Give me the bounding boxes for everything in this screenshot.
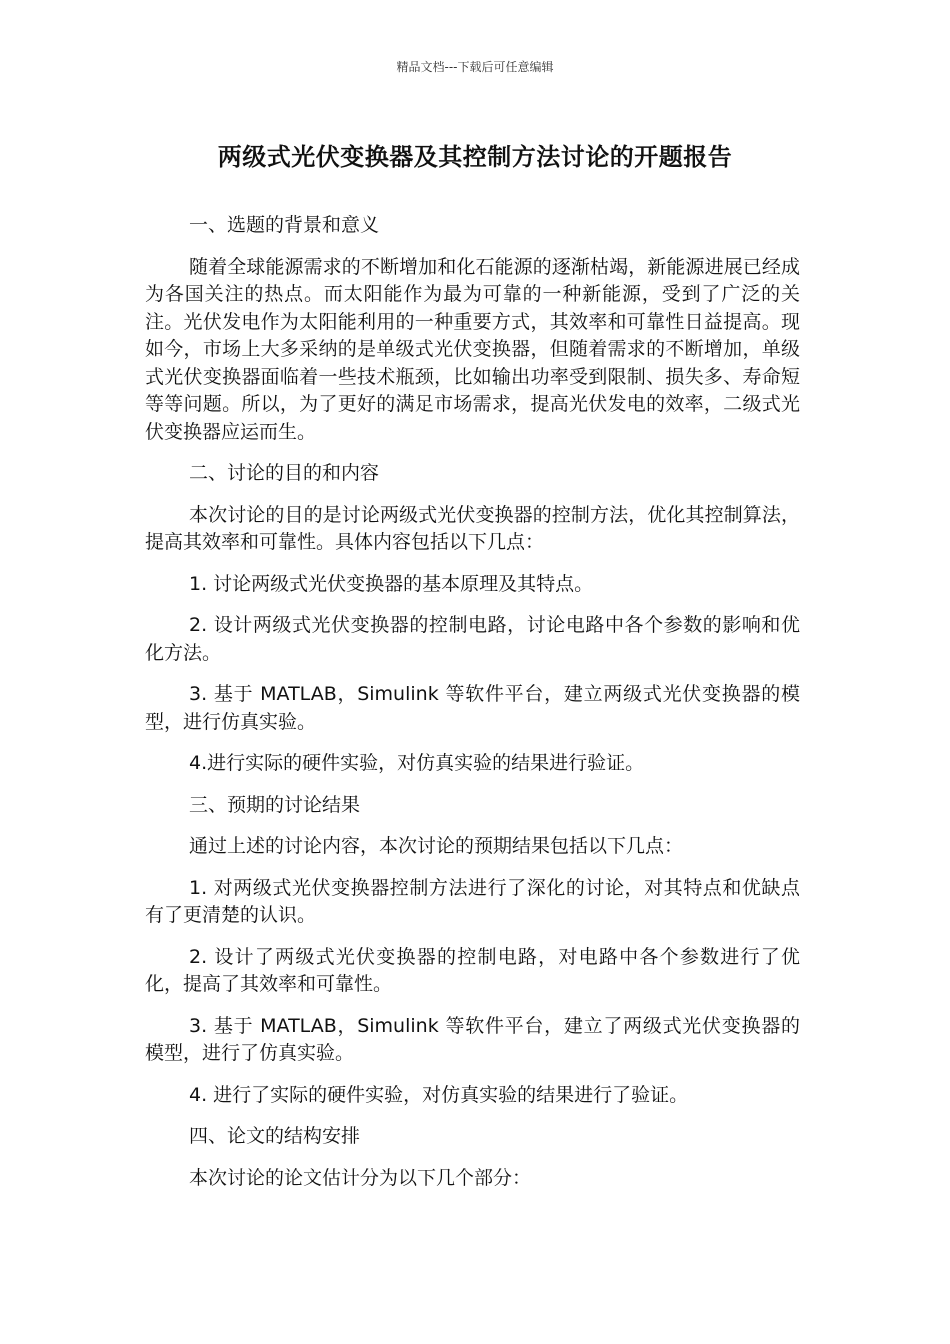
paragraph-purpose: 本次讨论的目的是讨论两级式光伏变换器的控制方法，优化其控制算法，提高其效率和可靠性。具体内容包括以下几点：	[145, 503, 800, 553]
page-header-note: 精品文档---下载后可任意编辑	[396, 60, 554, 74]
section-heading-expected-results: 三、预期的讨论结果	[189, 793, 361, 816]
document-title: 两级式光伏变换器及其控制方法讨论的开题报告	[217, 143, 733, 171]
list-item-result-4: 4. 进行了实际的硬件实验，对仿真实验的结果进行了验证。	[189, 1083, 689, 1106]
list-item-purpose-4: 4.进行实际的硬件实验，对仿真实验的结果进行验证。	[189, 752, 645, 774]
paragraph-structure: 本次讨论的论文估计分为以下几个部分：	[189, 1166, 532, 1189]
list-item-result-2: 2. 设计了两级式光伏变换器的控制电路，对电路中各个参数进行了优化，提高了其效率和可靠性。	[145, 945, 800, 995]
section-heading-structure: 四、论文的结构安排	[189, 1125, 361, 1147]
paragraph-background: 随着全球能源需求的不断增加和化石能源的逐渐枯竭，新能源进展已经成为各国关注的热点。而太阳能作为最为可靠的一种新能源，受到了广泛的关注。光伏发电作为太阳能利用的一种重要方式，其效率和可靠性日益提高。现如今，市场上大多采纳的是单级式光伏变换器，但随着需求的不断增加，单级式光伏变换器面临着一些技术瓶颈，比如输出功率受到限制、损失多、寿命短等等问题。所以，为了更好的满足市场需求，提高光伏发电的效率，二级式光伏变换器应运而生。	[145, 255, 800, 443]
list-item-purpose-1: 1. 讨论两级式光伏变换器的基本原理及其特点。	[189, 572, 594, 595]
list-item-purpose-2: 2. 设计两级式光伏变换器的控制电路，讨论电路中各个参数的影响和优化方法。	[145, 614, 800, 664]
list-item-purpose-3: 3. 基于 MATLAB，Simulink 等软件平台，建立两级式光伏变换器的模型，进行仿真实验。	[145, 683, 800, 733]
section-heading-background: 一、选题的背景和意义	[189, 214, 380, 236]
list-item-result-3: 3. 基于 MATLAB，Simulink 等软件平台，建立了两级式光伏变换器的模型，进行了仿真实验。	[145, 1014, 800, 1064]
list-item-result-1: 1. 对两级式光伏变换器控制方法进行了深化的讨论，对其特点和优缺点有了更清楚的认识。	[145, 876, 800, 926]
paragraph-expected-results: 通过上述的讨论内容，本次讨论的预期结果包括以下几点：	[189, 835, 684, 857]
section-heading-purpose: 二、讨论的目的和内容	[189, 462, 380, 484]
document-body	[145, 212, 800, 1206]
